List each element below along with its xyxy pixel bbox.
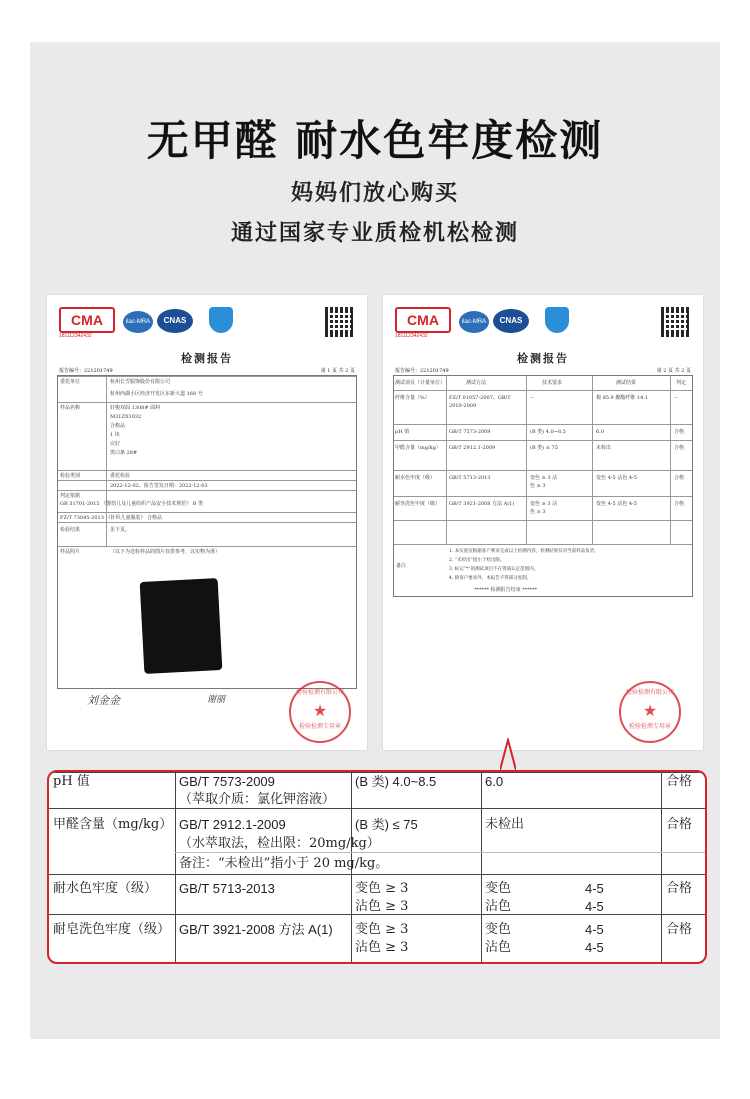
zoom-req: 沾色 ≥ 3 <box>355 899 409 914</box>
result-method: GB/T 5713-2013 <box>449 475 491 481</box>
report-page-1 <box>47 295 367 750</box>
zoom-item-water-fastness: 耐水色牢度（级） <box>53 881 158 896</box>
result-item: 纤维含量（%） <box>395 395 430 401</box>
zoom-verdict: 合格 <box>666 774 693 789</box>
result-verdict: -- <box>674 395 678 401</box>
zoom-pointer-icon <box>500 738 516 770</box>
zoom-result-value: 4-5 <box>585 922 604 937</box>
zoom-result-label: 沾色 <box>485 940 512 955</box>
info-value: 合格品 <box>110 423 126 429</box>
subtitle-line-1: 妈妈们放心购买 <box>290 181 459 206</box>
zoom-method-note: （萃取介质：氯化钾溶液） <box>179 792 336 807</box>
zoom-result: 6.0 <box>485 774 504 789</box>
cma-number: 181112342432 <box>395 333 428 339</box>
col-header: 测试项目（计量单位） <box>395 380 446 386</box>
zoom-result-value: 4-5 <box>585 881 604 896</box>
zoom-result-value: 4-5 <box>585 940 604 955</box>
result-method: GB/T 7573-2009 <box>449 429 491 435</box>
result-item: 耐水色牢度（级） <box>395 475 436 481</box>
result-item: 耐皂洗色牢度（级） <box>395 501 441 507</box>
zoom-result-label: 沾色 <box>485 899 512 914</box>
cma-number: 181112342432 <box>59 333 92 339</box>
certification-logos <box>395 307 691 343</box>
zoom-verdict: 合格 <box>666 881 693 896</box>
zoom-method: GB/T 2912.1-2009 <box>179 817 286 832</box>
cma-logo: CMA <box>59 307 115 333</box>
shield-icon <box>545 307 569 333</box>
report-page-2 <box>383 295 703 750</box>
report-page-number: 第 2 页 共 2 页 <box>656 368 691 374</box>
zoom-method: GB/T 3921-2008 方法 A(1) <box>179 922 333 937</box>
zoom-verdict: 合格 <box>666 817 693 832</box>
col-header: 技术要求 <box>542 380 563 386</box>
note-line: 4. 除客户要求外，本报告不得部分复制。 <box>449 576 532 581</box>
report-number: 报告编号：221201749 <box>395 368 449 374</box>
result-req: 变色 ≥ 3 沾色 ≥ 3 <box>530 475 558 489</box>
zoom-result-value: 4-5 <box>585 899 604 914</box>
signature-2: 谢丽 <box>207 695 226 705</box>
certification-logos <box>59 307 355 343</box>
report-title: 检测报告 <box>181 352 233 365</box>
info-label: 委托单位 <box>60 379 81 385</box>
zoom-req: 变色 ≥ 3 <box>355 922 409 937</box>
zoom-note: 备注：“未检出”指小于 20 mg/kg。 <box>179 856 389 871</box>
result-value: 未检出 <box>596 445 612 451</box>
info-label: 样品照片 <box>60 549 81 555</box>
official-stamp: 检验检测有限公司 ★ 检验检测专用章 <box>289 681 351 743</box>
note-line: 1. 本实验室根据客户要求完成以上检测内容，检测结果仅对当前样品负责。 <box>449 549 599 554</box>
zoomed-results-table <box>47 770 707 964</box>
zoom-result-label: 变色 <box>485 881 512 896</box>
info-label: 检验类别 <box>60 473 81 479</box>
info-value: 完好 <box>110 441 121 447</box>
info-label: 判定依据 <box>60 493 81 499</box>
info-value: （以下为送检样品的图片仅供参考，以实物为准） <box>110 549 221 555</box>
cma-logo: CMA <box>395 307 451 333</box>
report-end-marker: ****** 检测报告结束 ****** <box>474 587 538 593</box>
qr-code-icon <box>661 307 691 337</box>
info-value: 1 块 <box>110 432 120 438</box>
report-title: 检测报告 <box>517 352 569 365</box>
ilac-logo: ilac-MRA <box>459 311 489 333</box>
result-req: -- <box>530 395 534 401</box>
info-value: FZ/T 73045-2013 《针织儿童服装》 合格品 <box>60 515 163 521</box>
note-line: 2. “未检出”指小于检出限。 <box>449 558 505 563</box>
result-req: (B 类) ≤ 75 <box>530 445 558 451</box>
official-stamp: 检验检测有限公司 ★ 检验检测专用章 <box>619 681 681 743</box>
zoom-method: GB/T 7573-2009 <box>179 774 275 789</box>
result-req: (B 类) 4.0~8.5 <box>530 429 566 435</box>
subtitle-line-2: 通过国家专业质检机松检测 <box>230 221 519 246</box>
info-value: 针梭双面 1308# 面料 <box>110 405 161 411</box>
report-number: 报告编号：221201749 <box>59 368 113 374</box>
cnas-logo: CNAS <box>493 309 529 333</box>
info-label: 检验结果 <box>60 527 81 533</box>
result-method: FZ/T 01057-2007、GB/T 2910-2009 <box>449 395 511 409</box>
info-value: 见下页。 <box>110 527 131 533</box>
fabric-sample-photo <box>140 578 223 674</box>
zoom-req: (B 类) ≤ 75 <box>355 817 418 832</box>
zoom-method-note: （水萃取法，检出限：20mg/kg） <box>179 836 380 851</box>
result-value: 6.0 <box>596 429 604 435</box>
result-method: GB/T 2912.1-2009 <box>449 445 496 451</box>
zoom-result-label: 变色 <box>485 922 512 937</box>
info-value: M31ZX1032 <box>110 414 142 420</box>
cnas-logo: CNAS <box>157 309 193 333</box>
notes-label: 备注 <box>396 563 407 569</box>
result-verdict: 合格 <box>674 429 685 435</box>
result-value: 棉 85.9 聚酯纤维 14.1 <box>596 395 649 401</box>
result-method: GB/T 3921-2008 方法 A(1) <box>449 501 515 507</box>
result-verdict: 合格 <box>674 501 685 507</box>
page-title: 无甲醛 耐水色牢度检测 <box>146 116 604 165</box>
signature-1: 刘金金 <box>87 694 120 707</box>
report-page-number: 第 1 页 共 2 页 <box>320 368 355 374</box>
info-value: 委托检验 <box>110 473 131 479</box>
zoom-item-formaldehyde: 甲醛含量（mg/kg） <box>53 817 173 832</box>
zoom-req: 沾色 ≥ 3 <box>355 940 409 955</box>
zoom-req: 变色 ≥ 3 <box>355 881 409 896</box>
shield-icon <box>209 307 233 333</box>
info-value: GB 31701-2015 《婴幼儿及儿童纺织产品安全技术规范》 B 类 <box>60 501 204 507</box>
result-verdict: 合格 <box>674 445 685 451</box>
result-req: 变色 ≥ 3 沾色 ≥ 3 <box>530 501 558 515</box>
result-value: 变色 4-5 沾色 4-5 <box>596 501 637 507</box>
result-verdict: 合格 <box>674 475 685 481</box>
col-header: 测试结果 <box>616 380 637 386</box>
result-item: 甲醛含量（mg/kg） <box>395 445 441 451</box>
zoom-item-ph: pH 值 <box>53 774 90 789</box>
info-label: 样品名称 <box>60 405 81 411</box>
result-value: 变色 4-5 沾色 4-5 <box>596 475 637 481</box>
info-value: 黑白条 28# <box>110 450 138 456</box>
col-header: 判定 <box>676 380 687 386</box>
zoom-result: 未检出 <box>485 817 525 832</box>
zoom-verdict: 合格 <box>666 922 693 937</box>
report-results-table <box>393 375 693 597</box>
info-value: 杭州西湖小区经济开发区东新大道 168 号 <box>110 391 203 397</box>
info-value: 杭州长雪服饰股份有限公司 <box>110 379 171 385</box>
zoom-req: (B 类) 4.0~8.5 <box>355 774 437 789</box>
info-value: 2022-12-02、报告签发日期：2022-12-03 <box>110 483 208 489</box>
zoom-item-soap-fastness: 耐皂洗色牢度（级） <box>53 922 171 937</box>
col-header: 测试方法 <box>466 380 487 386</box>
result-item: pH 值 <box>395 429 410 435</box>
ilac-logo: ilac-MRA <box>123 311 153 333</box>
note-line: 3. 标记“*”的测试项目不在资质认定范围内。 <box>449 567 539 572</box>
qr-code-icon <box>325 307 355 337</box>
zoom-method: GB/T 5713-2013 <box>179 881 275 896</box>
